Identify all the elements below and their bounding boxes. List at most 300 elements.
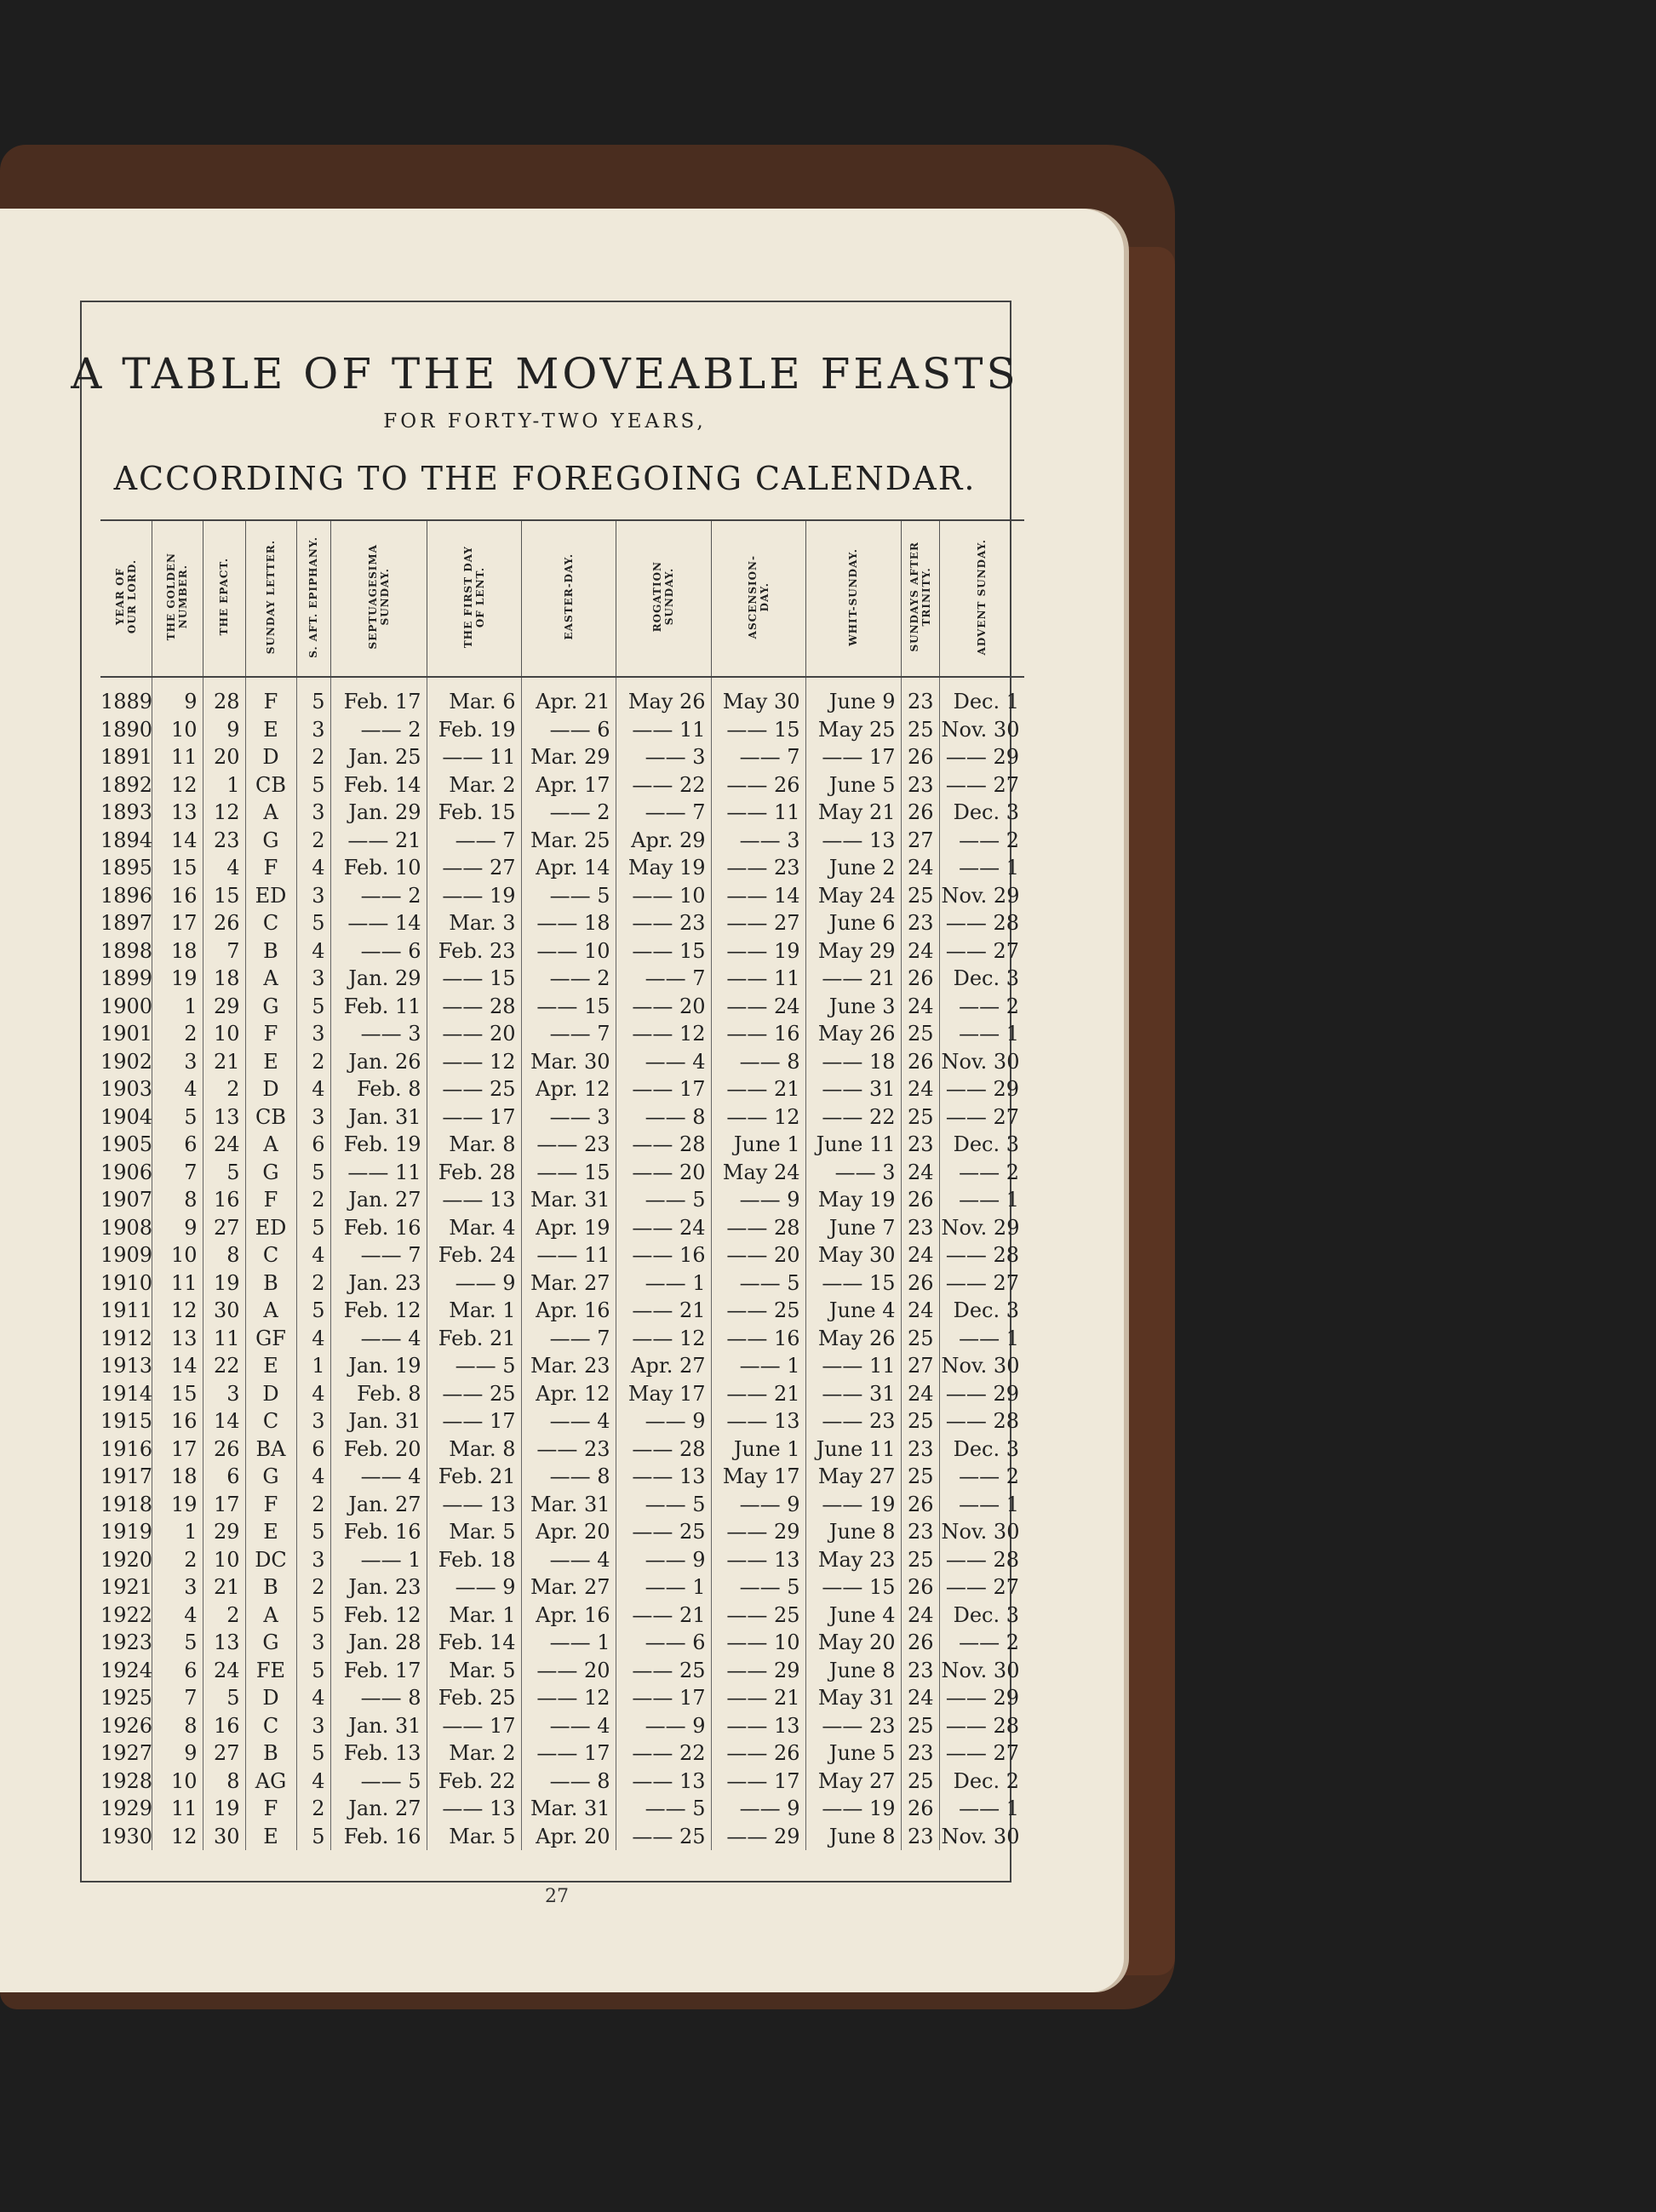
- table-cell: 22: [203, 1352, 245, 1380]
- table-cell: Mar. 5: [427, 1657, 521, 1685]
- table-cell: 24: [901, 993, 939, 1021]
- table-cell: 10: [203, 1020, 245, 1048]
- table-cell: —— 28: [939, 909, 1024, 937]
- table-cell: Feb. 16: [330, 1823, 427, 1851]
- table-row: [100, 909, 1024, 937]
- table-cell: May 21: [805, 799, 901, 827]
- table-cell: —— 28: [939, 1407, 1024, 1436]
- table-cell: 1901: [100, 1022, 153, 1046]
- table-cell: 3: [296, 1629, 330, 1657]
- table-cell: 2: [296, 743, 330, 771]
- table-cell: —— 13: [711, 1712, 805, 1740]
- table-cell: Jan. 31: [330, 1103, 427, 1132]
- table-cell: 1915: [100, 1409, 153, 1434]
- table-cell: 4: [296, 1768, 330, 1796]
- table-cell: —— 4: [521, 1546, 616, 1574]
- table-cell: 1925: [100, 1686, 153, 1711]
- table-cell: Jan. 23: [330, 1573, 427, 1602]
- column-header-label: SUNDAY LETTER.: [265, 539, 277, 655]
- table-cell: Apr. 14: [521, 854, 616, 882]
- table-cell: Dec. 3: [939, 965, 1024, 993]
- table-cell: 3: [296, 1020, 330, 1048]
- table-cell: Mar. 2: [427, 1739, 521, 1768]
- table-cell: 1: [152, 993, 203, 1021]
- table-cell: 17: [152, 909, 203, 937]
- table-cell: Mar. 29: [521, 743, 616, 771]
- table-cell: B: [245, 1739, 296, 1768]
- page-title: A TABLE OF THE MOVEABLE FEASTS: [71, 349, 1019, 398]
- table-cell: —— 27: [939, 1103, 1024, 1132]
- table-cell: —— 27: [939, 937, 1024, 966]
- table-cell: 5: [203, 1684, 245, 1712]
- table-cell: Jan. 31: [330, 1712, 427, 1740]
- column-header-label: THE FIRST DAY OF LENT.: [461, 545, 486, 649]
- table-cell: May 24: [805, 882, 901, 910]
- table-cell: 1917: [100, 1464, 153, 1489]
- table-cell: 24: [901, 937, 939, 966]
- table-cell: —— 11: [521, 1241, 616, 1269]
- table-cell: E: [245, 1352, 296, 1380]
- table-cell: May 19: [805, 1186, 901, 1214]
- table-cell: 25: [901, 1546, 939, 1574]
- table-cell: Mar. 27: [521, 1269, 616, 1298]
- table-cell: Dec. 3: [939, 1436, 1024, 1464]
- table-cell: 19: [203, 1795, 245, 1823]
- table-cell: Feb. 8: [330, 1380, 427, 1408]
- table-cell: —— 3: [616, 743, 711, 771]
- table-cell: 13: [152, 799, 203, 827]
- table-cell: 16: [203, 1712, 245, 1740]
- table-cell: Jan. 23: [330, 1269, 427, 1298]
- table-cell: 1893: [100, 800, 153, 825]
- table-cell: May 24: [711, 1159, 805, 1187]
- table-cell: 16: [203, 1186, 245, 1214]
- table-cell: 23: [901, 677, 939, 716]
- table-cell: 1919: [100, 1520, 153, 1544]
- table-cell: 4: [296, 1075, 330, 1103]
- table-row: [100, 1297, 1024, 1325]
- table-row: [100, 1159, 1024, 1187]
- table-cell: —— 5: [521, 882, 616, 910]
- table-cell: 26: [901, 1795, 939, 1823]
- column-header-label: ASCENSION- DAY.: [746, 554, 771, 639]
- table-cell: —— 19: [427, 882, 521, 910]
- table-cell: 12: [152, 1297, 203, 1325]
- table-row: [100, 1352, 1024, 1380]
- table-row: [100, 882, 1024, 910]
- table-row: [100, 1684, 1024, 1712]
- table-cell: 1907: [100, 1188, 153, 1212]
- table-cell: Jan. 31: [330, 1407, 427, 1436]
- table-cell: 5: [296, 1159, 330, 1187]
- table-cell: 5: [296, 909, 330, 937]
- table-cell: —— 18: [521, 909, 616, 937]
- table-cell: 13: [203, 1629, 245, 1657]
- table-cell: —— 1: [521, 1629, 616, 1657]
- table-cell: Mar. 3: [427, 909, 521, 937]
- table-cell: —— 13: [427, 1795, 521, 1823]
- table-cell: 24: [901, 1380, 939, 1408]
- table-cell: E: [245, 1823, 296, 1851]
- table-cell: —— 12: [616, 1020, 711, 1048]
- table-cell: Apr. 20: [521, 1518, 616, 1546]
- table-cell: 1900: [100, 994, 153, 1018]
- table-cell: —— 15: [521, 993, 616, 1021]
- table-row: [100, 1546, 1024, 1574]
- table-cell: 1898: [100, 938, 153, 963]
- column-header-label: THE EPACT.: [218, 558, 230, 636]
- table-cell: 23: [901, 1131, 939, 1159]
- table-row: [100, 1436, 1024, 1464]
- table-cell: Feb. 25: [427, 1684, 521, 1712]
- table-row: [100, 1739, 1024, 1768]
- table-cell: Nov. 30: [939, 1657, 1024, 1685]
- table-cell: F: [245, 677, 296, 716]
- table-cell: Nov. 30: [939, 716, 1024, 744]
- table-cell: —— 15: [521, 1159, 616, 1187]
- table-cell: 10: [203, 1546, 245, 1574]
- table-cell: June 2: [805, 854, 901, 882]
- table-cell: 4: [152, 1075, 203, 1103]
- table-cell: 8: [152, 1712, 203, 1740]
- table-cell: 1918: [100, 1492, 153, 1516]
- table-cell: 25: [901, 1712, 939, 1740]
- table-cell: 23: [901, 1214, 939, 1242]
- table-cell: 26: [901, 1048, 939, 1076]
- table-cell: May 27: [805, 1463, 901, 1491]
- table-cell: May 27: [805, 1768, 901, 1796]
- table-cell: 7: [152, 1684, 203, 1712]
- table-cell: —— 7: [330, 1241, 427, 1269]
- column-header: [805, 520, 901, 677]
- table-cell: —— 28: [711, 1214, 805, 1242]
- table-cell: AG: [245, 1768, 296, 1796]
- table-row: [100, 1241, 1024, 1269]
- table-cell: —— 22: [805, 1103, 901, 1132]
- table-cell: —— 24: [616, 1214, 711, 1242]
- table-cell: —— 20: [616, 1159, 711, 1187]
- table-cell: May 30: [711, 677, 805, 716]
- table-cell: —— 17: [521, 1739, 616, 1768]
- table-cell: 1911: [100, 1298, 153, 1323]
- table-cell: E: [245, 1518, 296, 1546]
- table-cell: —— 16: [711, 1020, 805, 1048]
- table-cell: 2: [296, 1186, 330, 1214]
- table-cell: —— 1: [330, 1546, 427, 1574]
- table-cell: —— 27: [939, 1573, 1024, 1602]
- table-cell: —— 13: [805, 827, 901, 855]
- table-row: [100, 743, 1024, 771]
- table-cell: FE: [245, 1657, 296, 1685]
- table-cell: 3: [296, 1103, 330, 1132]
- table-cell: —— 2: [330, 882, 427, 910]
- table-cell: 26: [901, 799, 939, 827]
- table-cell: E: [245, 1048, 296, 1076]
- table-cell: —— 5: [616, 1795, 711, 1823]
- table-cell: —— 21: [711, 1380, 805, 1408]
- table-row: [100, 1657, 1024, 1685]
- table-cell: —— 28: [427, 993, 521, 1021]
- table-cell: 6: [203, 1463, 245, 1491]
- table-cell: F: [245, 1020, 296, 1048]
- table-cell: Nov. 29: [939, 1214, 1024, 1242]
- table-cell: 3: [296, 1407, 330, 1436]
- table-cell: —— 23: [521, 1436, 616, 1464]
- table-cell: 5: [203, 1159, 245, 1187]
- column-header: [100, 520, 152, 677]
- table-cell: —— 2: [521, 965, 616, 993]
- table-cell: May 26: [805, 1325, 901, 1353]
- page-number: 27: [545, 1886, 569, 1907]
- table-cell: —— 17: [427, 1407, 521, 1436]
- table-cell: —— 9: [427, 1269, 521, 1298]
- table-cell: —— 12: [427, 1048, 521, 1076]
- table-cell: —— 20: [427, 1020, 521, 1048]
- table-cell: 15: [203, 882, 245, 910]
- table-cell: Mar. 5: [427, 1823, 521, 1851]
- table-cell: —— 17: [711, 1768, 805, 1796]
- table-cell: —— 3: [711, 827, 805, 855]
- table-cell: 1926: [100, 1713, 153, 1738]
- table-row: [100, 1768, 1024, 1796]
- table-cell: C: [245, 1407, 296, 1436]
- table-cell: 26: [901, 1629, 939, 1657]
- table-cell: CB: [245, 1103, 296, 1132]
- table-cell: 8: [203, 1241, 245, 1269]
- table-cell: Mar. 6: [427, 677, 521, 716]
- table-cell: May 30: [805, 1241, 901, 1269]
- table-cell: Feb. 21: [427, 1463, 521, 1491]
- table-cell: 26: [203, 909, 245, 937]
- table-cell: 20: [203, 743, 245, 771]
- table-cell: 3: [296, 716, 330, 744]
- table-cell: 2: [152, 1020, 203, 1048]
- table-cell: —— 2: [939, 1463, 1024, 1491]
- table-cell: Feb. 23: [427, 937, 521, 966]
- table-cell: —— 21: [805, 965, 901, 993]
- table-cell: 9: [203, 716, 245, 744]
- table-cell: 1922: [100, 1602, 153, 1627]
- table-cell: May 31: [805, 1684, 901, 1712]
- table-cell: June 7: [805, 1214, 901, 1242]
- table-cell: 1927: [100, 1741, 153, 1766]
- column-header: [330, 520, 427, 677]
- table-cell: 30: [203, 1297, 245, 1325]
- table-cell: —— 3: [521, 1103, 616, 1132]
- table-cell: 1921: [100, 1575, 153, 1600]
- table-cell: —— 2: [939, 827, 1024, 855]
- table-cell: June 4: [805, 1602, 901, 1630]
- table-cell: 2: [296, 827, 330, 855]
- table-cell: —— 4: [330, 1325, 427, 1353]
- table-cell: Feb. 14: [330, 771, 427, 799]
- table-cell: —— 11: [805, 1352, 901, 1380]
- table-cell: 1902: [100, 1049, 153, 1074]
- table-cell: —— 23: [805, 1712, 901, 1740]
- table-cell: —— 19: [805, 1795, 901, 1823]
- table-cell: 11: [152, 1269, 203, 1298]
- table-cell: May 26: [616, 677, 711, 716]
- table-cell: 1906: [100, 1160, 153, 1184]
- column-header-label: SUNDAYS AFTER TRINITY.: [908, 542, 932, 652]
- table-cell: 4: [296, 1684, 330, 1712]
- table-cell: DC: [245, 1546, 296, 1574]
- column-header: [711, 520, 805, 677]
- table-row: [100, 1131, 1024, 1159]
- table-cell: —— 20: [616, 993, 711, 1021]
- table-cell: 1924: [100, 1658, 153, 1682]
- table-cell: Feb. 19: [330, 1131, 427, 1159]
- table-cell: 8: [152, 1186, 203, 1214]
- table-cell: —— 12: [711, 1103, 805, 1132]
- table-cell: A: [245, 1131, 296, 1159]
- column-header-label: THE GOLDEN NUMBER.: [165, 553, 189, 641]
- table-row: [100, 716, 1024, 744]
- table-row: [100, 1407, 1024, 1436]
- table-cell: 2: [296, 1269, 330, 1298]
- table-cell: —— 7: [616, 799, 711, 827]
- table-cell: 4: [296, 854, 330, 882]
- table-cell: —— 3: [805, 1159, 901, 1187]
- table-cell: Dec. 3: [939, 1297, 1024, 1325]
- table-cell: 3: [296, 882, 330, 910]
- table-cell: 2: [203, 1602, 245, 1630]
- table-cell: June 5: [805, 1739, 901, 1768]
- table-cell: 5: [296, 1214, 330, 1242]
- table-cell: F: [245, 1491, 296, 1519]
- table-cell: May 26: [805, 1020, 901, 1048]
- table-cell: —— 4: [616, 1048, 711, 1076]
- page-subtitle: FOR FORTY-TWO YEARS,: [383, 410, 707, 433]
- table-cell: June 4: [805, 1297, 901, 1325]
- table-cell: —— 21: [616, 1297, 711, 1325]
- table-cell: 24: [901, 1297, 939, 1325]
- table-cell: 23: [901, 1823, 939, 1851]
- table-cell: 2: [296, 1795, 330, 1823]
- table-cell: 18: [152, 937, 203, 966]
- table-cell: —— 11: [330, 1159, 427, 1187]
- table-cell: June 8: [805, 1657, 901, 1685]
- table-cell: 5: [296, 1602, 330, 1630]
- table-cell: —— 8: [711, 1048, 805, 1076]
- table-cell: May 19: [616, 854, 711, 882]
- table-cell: 1928: [100, 1768, 153, 1793]
- table-cell: —— 5: [616, 1491, 711, 1519]
- table-cell: 1897: [100, 911, 153, 936]
- table-cell: 1910: [100, 1270, 153, 1295]
- table-cell: —— 8: [521, 1463, 616, 1491]
- table-cell: 13: [152, 1325, 203, 1353]
- table-cell: —— 7: [711, 743, 805, 771]
- table-cell: June 9: [805, 677, 901, 716]
- table-cell: 29: [203, 1518, 245, 1546]
- table-cell: 23: [901, 1518, 939, 1546]
- table-cell: —— 4: [521, 1407, 616, 1436]
- table-cell: Jan. 19: [330, 1352, 427, 1380]
- table-cell: 26: [901, 1186, 939, 1214]
- table-cell: Nov. 30: [939, 1823, 1024, 1851]
- table-cell: June 8: [805, 1823, 901, 1851]
- table-cell: —— 21: [711, 1684, 805, 1712]
- table-cell: —— 25: [711, 1297, 805, 1325]
- column-header: [521, 520, 616, 677]
- table-cell: —— 23: [616, 909, 711, 937]
- table-cell: 3: [296, 1712, 330, 1740]
- table-cell: —— 9: [616, 1546, 711, 1574]
- table-cell: Mar. 30: [521, 1048, 616, 1076]
- table-cell: 24: [901, 1241, 939, 1269]
- column-header: [616, 520, 711, 677]
- table-cell: 17: [152, 1436, 203, 1464]
- table-cell: —— 7: [427, 827, 521, 855]
- table-cell: 11: [152, 1795, 203, 1823]
- table-cell: G: [245, 1463, 296, 1491]
- table-cell: 1: [296, 1352, 330, 1380]
- table-cell: 24: [901, 1159, 939, 1187]
- table-row: [100, 1020, 1024, 1048]
- table-cell: —— 17: [427, 1712, 521, 1740]
- table-cell: Jan. 27: [330, 1491, 427, 1519]
- table-cell: —— 10: [521, 937, 616, 966]
- table-cell: 25: [901, 716, 939, 744]
- table-cell: May 17: [711, 1463, 805, 1491]
- table-cell: 3: [296, 799, 330, 827]
- table-cell: Mar. 5: [427, 1518, 521, 1546]
- table-cell: 16: [152, 1407, 203, 1436]
- table-cell: 10: [152, 1768, 203, 1796]
- table-cell: 21: [203, 1573, 245, 1602]
- column-header: [939, 520, 1024, 677]
- table-cell: A: [245, 799, 296, 827]
- table-cell: 5: [296, 1657, 330, 1685]
- table-cell: —— 4: [330, 1463, 427, 1491]
- table-cell: —— 4: [521, 1712, 616, 1740]
- table-cell: 1892: [100, 772, 153, 797]
- table-cell: 1905: [100, 1132, 153, 1157]
- table-row: [100, 771, 1024, 799]
- table-cell: June 5: [805, 771, 901, 799]
- table-cell: Nov. 30: [939, 1048, 1024, 1076]
- table-cell: 5: [296, 993, 330, 1021]
- table-cell: Mar. 1: [427, 1602, 521, 1630]
- table-cell: Apr. 21: [521, 677, 616, 716]
- table-cell: —— 11: [711, 799, 805, 827]
- table-cell: 1929: [100, 1797, 153, 1821]
- table-cell: —— 29: [939, 1380, 1024, 1408]
- table-cell: 30: [203, 1823, 245, 1851]
- table-cell: 4: [296, 937, 330, 966]
- table-cell: 1891: [100, 745, 153, 770]
- table-cell: —— 27: [939, 1269, 1024, 1298]
- table-cell: —— 12: [521, 1684, 616, 1712]
- table-cell: Mar. 31: [521, 1795, 616, 1823]
- table-cell: —— 15: [805, 1573, 901, 1602]
- table-cell: —— 13: [427, 1186, 521, 1214]
- table-cell: —— 19: [711, 937, 805, 966]
- table-cell: 2: [203, 1075, 245, 1103]
- moveable-feasts-table: [100, 519, 1024, 1850]
- table-cell: 6: [152, 1131, 203, 1159]
- table-cell: F: [245, 854, 296, 882]
- table-cell: 2: [296, 1491, 330, 1519]
- table-cell: 7: [152, 1159, 203, 1187]
- table-row: [100, 1463, 1024, 1491]
- table-cell: Jan. 25: [330, 743, 427, 771]
- table-cell: May 29: [805, 937, 901, 966]
- table-cell: 27: [901, 827, 939, 855]
- table-cell: 2: [152, 1546, 203, 1574]
- table-cell: Mar. 2: [427, 771, 521, 799]
